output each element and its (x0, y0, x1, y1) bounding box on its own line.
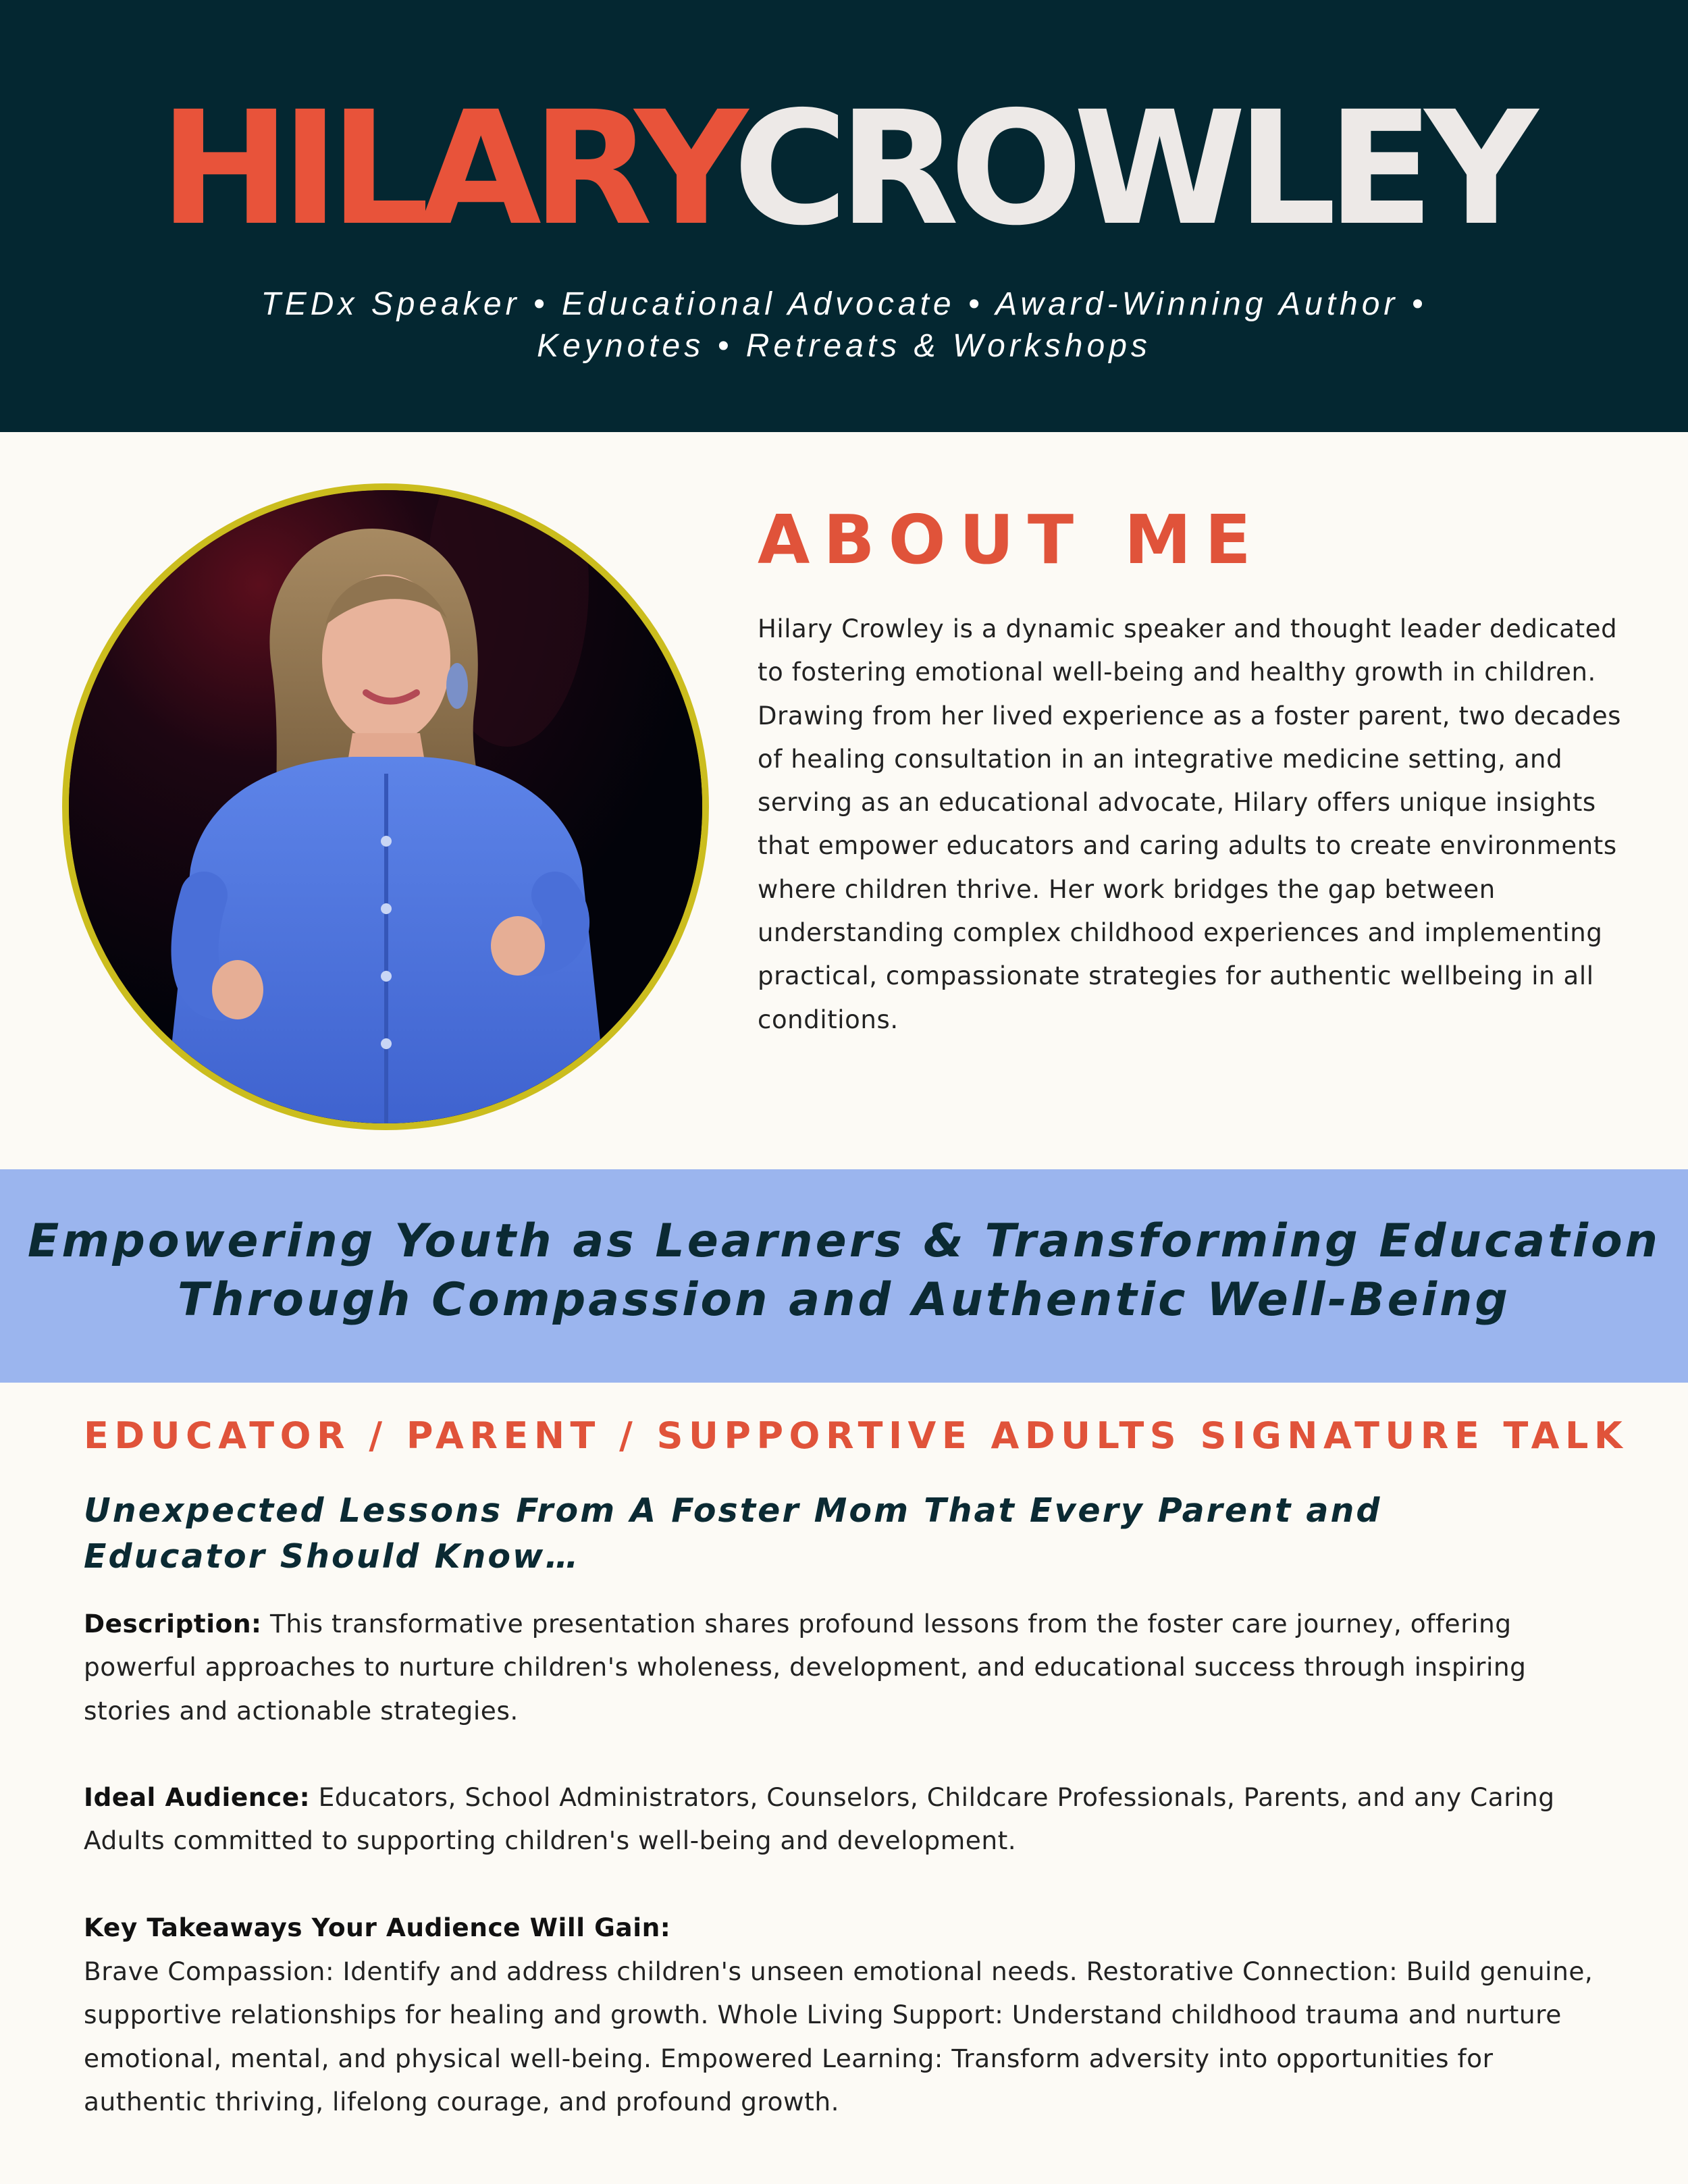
speaker-photo (62, 483, 709, 1130)
first-name: HILARY (159, 78, 733, 260)
takeaways-text: Brave Compassion: Identify and address children's unseen emotional needs. Restorative Connection: Build genuine, supportive relationships for healing and growth. Whole Living Support: Understand childhood trauma and nurture emotional, mental, and physical well-being. Empowered Learning: Transform adversity into opportunities for authentic thriving, lifelong courage, and profound growth. (84, 1956, 1593, 2116)
description-paragraph (84, 1602, 1616, 1732)
talk-title-line-2: Educator Should Know… (84, 1537, 581, 1576)
mission-line-1: Empowering Youth as Learners & Transforming Education (27, 1215, 1661, 1268)
takeaways-heading: Key Takeaways Your Audience Will Gain: (84, 1913, 671, 1942)
mission-line-2: Through Compassion and Authentic Well-Being (177, 1273, 1511, 1327)
audience-paragraph (84, 1776, 1616, 1863)
audience-label: Ideal Audience: (84, 1782, 311, 1812)
speaker-name (0, 78, 1688, 260)
description-text: This transformative presentation shares profound lessons from the foster care journey, offering powerful approaches to nurture children's wholeness, development, and educational success through inspiring stories and actionable strategies. (84, 1609, 1527, 1726)
about-title: ABOUT ME (758, 500, 1265, 579)
talk-title (84, 1488, 1535, 1580)
tagline-line-2: Keynotes • Retreats & Workshops (537, 328, 1151, 364)
mission-statement (0, 1212, 1688, 1329)
tagline (0, 284, 1688, 367)
last-name: CROWLEY (733, 78, 1529, 260)
header-banner (0, 0, 1688, 432)
audience-text: Educators, School Administrators, Counselors, Childcare Professionals, Parents, and any Caring Adults committed to supporting children's well-being and development. (84, 1782, 1555, 1856)
signature-talk-label: EDUCATOR / PARENT / SUPPORTIVE ADULTS SIGNATURE TALK (84, 1414, 1629, 1457)
tagline-line-1: TEDx Speaker • Educational Advocate • Award-Winning Author • (261, 286, 1427, 322)
about-body: Hilary Crowley is a dynamic speaker and thought leader dedicated to fostering emotional well-being and healthy growth in children. Drawing from her lived experience as a foster parent, two decades of healing consultation in an integrative medicine setting, and serving as an educational advocate, Hilary offers unique insights that empower educators and caring adults to create environments where children thrive. Her work bridges the gap between understanding complex childhood experiences and implementing practical, compassionate strategies for authentic wellbeing in all conditions. (758, 614, 1622, 1034)
description-label: Description: (84, 1609, 262, 1639)
speaker-photo-illustration (69, 490, 702, 1123)
talk-title-line-1: Unexpected Lessons From A Foster Mom That Every Parent and (84, 1491, 1382, 1530)
